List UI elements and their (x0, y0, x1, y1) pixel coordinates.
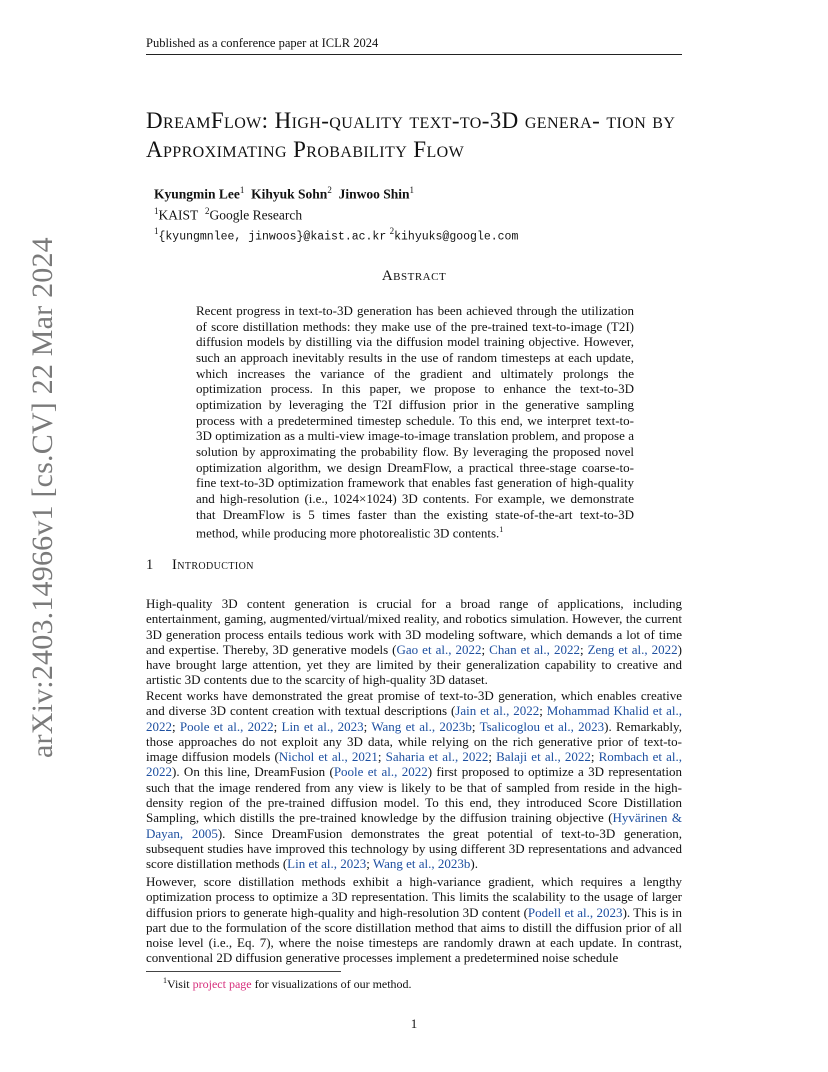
header-rule (146, 54, 682, 55)
page-number: 1 (410, 1016, 418, 1031)
section-heading-introduction (146, 557, 682, 574)
footnote: $^1$Visit project page for visualizations of our method. (163, 976, 412, 991)
citation-link[interactable]: Hyvärinen & Dayan, 2005 (146, 810, 682, 841)
author-emails: $^1${kyungmnlee, jinwoos}@kaist.ac.kr $^2$kihyuks@google.com (154, 226, 519, 244)
citation-link[interactable]: Gao et al., 2022 (396, 641, 482, 657)
affiliation-google: Google Research (209, 207, 303, 222)
intro-paragraph-3: However, score distillation methods exhibit a high-variance gradient, which requires a lengthy optimization process to optimize a 3D representation. This limits the scalability to the usage of larger diffusion priors to generate high-quality and high-resolution 3D content (Podell et al., 2023). This is in part due to the formulation of the score distillation method that aims to distill the diffusion prior of all noise level (i.e., Eq. 7), where the noise timesteps are randomly drawn at each update. In contrast, conventional 2D diffusion generative processes implement a predetermined noise schedule (146, 874, 682, 966)
citation-link[interactable]: Saharia et al., 2022 (385, 749, 489, 765)
citation-link[interactable]: Mohammad Khalid et al., 2022 (146, 703, 682, 734)
intro-paragraph-2: Recent works have demonstrated the great promise of text-to-3D generation, which enables creative and diverse 3D content creation with textual descriptions (Jain et al., 2022; Mohammad Khalid et al., 2022; Poole et al., 2022; Lin et al., 2023; Wang et al., 2023b; Tsalicoglou et al., 2023). Remarkably, those approaches do not exploit any 3D data, while relying on the rich generative prior of text-to-image diffusion models (Nichol et al., 2021; Saharia et al., 2022; Balaji et al., 2022; Rombach et al., 2022). On this line, DreamFusion (Poole et al., 2022) first proposed to optimize a 3D representation such that the image rendered from any view is likely to be that of sampled from reside in the high-density region of the pre-trained diffusion model. To this end, they introduced Score Distillation Sampling, which distills the pre-trained knowledge by the diffusion training objective (Hyvärinen & Dayan, 2005). Since DreamFusion demonstrates the great potential of text-to-3D generation, subsequent studies have improved this technology by using different 3D representations and advanced score distillation methods (Lin et al., 2023; Wang et al., 2023b). (146, 688, 683, 872)
section-number: 1 (146, 557, 154, 573)
affiliations: $^1$KAIST $^2$Google Research (154, 205, 303, 222)
citation-link[interactable]: Poole et al., 2022 (179, 718, 274, 734)
citation-link[interactable]: Wang et al., 2023b (371, 718, 472, 734)
running-header: Published as a conference paper at ICLR 2024 (146, 36, 379, 50)
author-block (154, 182, 674, 246)
paper-title: DreamFlow: High-quality text-to-3D genera- tion by Approximating Probability Flow (146, 108, 676, 162)
email-kaist: {kyungmnlee, jinwoos}@kaist.ac.kr (158, 230, 387, 244)
project-page-link[interactable]: project page (192, 977, 252, 991)
footnote-number: 1 (163, 976, 167, 985)
footnote-marker[interactable]: 1 (499, 525, 504, 535)
citation-link[interactable]: Nichol et al., 2021 (278, 749, 378, 765)
citation-link[interactable]: Lin et al., 2023 (281, 718, 364, 734)
citation-link[interactable]: Lin et al., 2023 (287, 856, 367, 872)
email-google: kihyuks@google.com (394, 230, 519, 244)
author-affil-mark: 1 (239, 185, 245, 195)
citation-link[interactable]: Podell et al., 2023 (527, 904, 623, 920)
abstract-heading: Abstract (381, 268, 447, 284)
affiliation-kaist: KAIST (158, 207, 199, 222)
author-affil-mark: 2 (327, 185, 332, 195)
arxiv-identifier-stamp: arXiv:2403.14966v1 [cs.CV] 22 Mar 2024 (26, 237, 59, 758)
citation-link[interactable]: Zeng et al., 2022 (587, 641, 678, 657)
intro-paragraph-1: High-quality 3D content generation is crucial for a broad range of applications, including entertainment, gaming, augmented/virtual/mixed reality, and robotics simulation. However, the current 3D generation process entails tedious work with 3D modeling software, which demands a lot of time and expertise. Thereby, 3D generative models (Gao et al., 2022; Chan et al., 2022; Zeng et al., 2022) have brought large attention, yet they are limited by their generalization capability to creative and artistic 3D contents due to the scarcity of high-quality 3D dataset. (146, 596, 682, 688)
citation-link[interactable]: Balaji et al., 2022 (496, 749, 591, 765)
author-names (154, 182, 674, 203)
author-affil-mark: 1 (409, 185, 414, 195)
abstract-body: Recent progress in text-to-3D generation has been achieved through the utilization of score distillation methods: they make use of the pre-trained text-to-image (T2I) diffusion models by distilling via the diffusion model training objective. However, such an approach inevitably results in the use of random timesteps at each update, which increases the variance of the gradient and ultimately prolongs the optimization process. In this paper, we propose to enhance the text-to-3D optimization by leveraging the T2I diffusion prior in the generative sampling process with a predetermined timestep schedule. To this end, we interpret text-to-3D optimization as a multi-view image-to-image translation problem, and propose a solution by approximating the probability flow. By leveraging the proposed novel optimization algorithm, we design DreamFlow, a practical three-stage coarse-to-fine text-to-3D optimization framework that enables fast generation of high-quality and high-resolution (i.e., 1024×1024) 3D contents. For example, we demonstrate that DreamFlow is 5 times faster than the existing state-of-the-art text-to-3D method, while producing more photorealistic 3D contents.$^1$ (196, 303, 634, 541)
author-name: Kyungmin Lee (154, 186, 240, 202)
citation-link[interactable]: Poole et al., 2022 (333, 764, 428, 780)
citation-link[interactable]: Tsalicoglou et al., 2023 (479, 718, 605, 734)
author-name: Jinwoo Shin (338, 186, 410, 202)
citation-link[interactable]: Rombach et al., 2022 (146, 749, 683, 780)
citation-link[interactable]: Jain et al., 2022 (455, 703, 540, 719)
author-name: Kihyuk Sohn (251, 186, 328, 202)
citation-link[interactable]: Chan et al., 2022 (489, 641, 580, 657)
footnote-rule (146, 971, 341, 972)
section-title: Introduction (172, 557, 254, 573)
citation-link[interactable]: Wang et al., 2023b (372, 856, 471, 872)
